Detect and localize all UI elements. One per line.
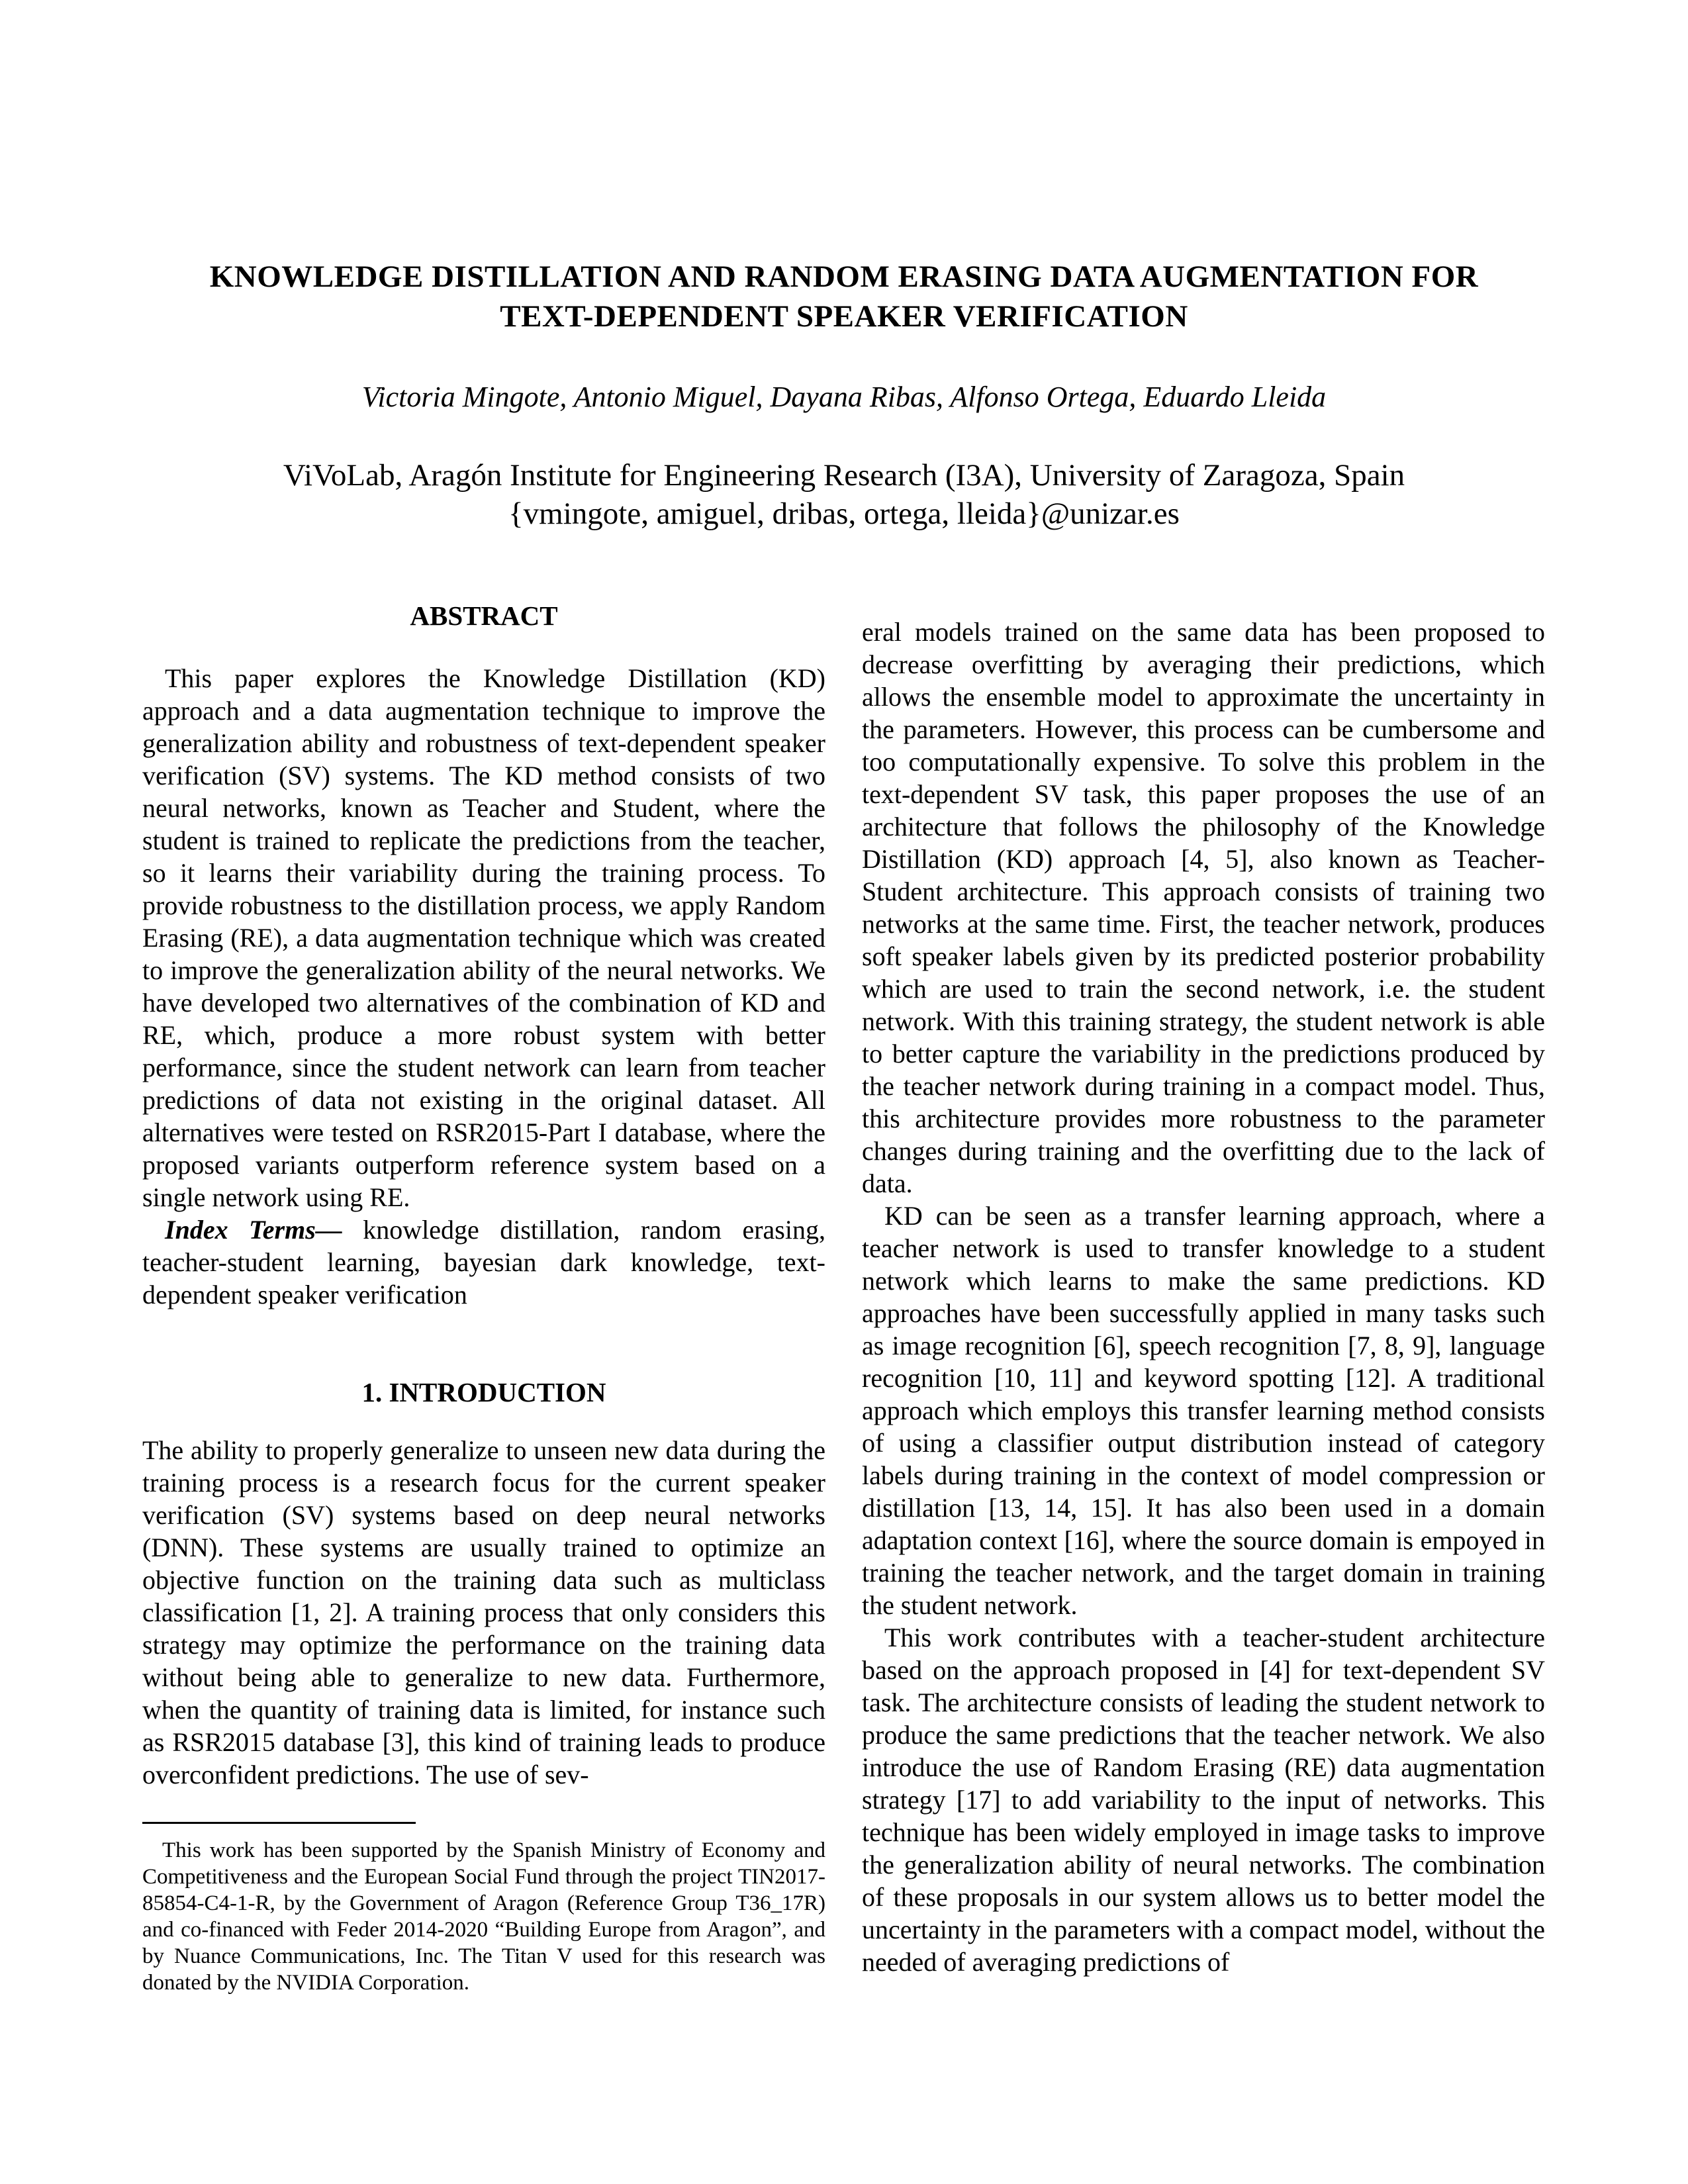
footnote [142, 1822, 825, 1996]
authors-line: Victoria Mingote, Antonio Miguel, Dayana Ribas, Alfonso Ortega, Eduardo Lleida [361, 381, 1327, 413]
affiliation-block [0, 456, 1688, 533]
right-column-paragraph-3: This work contributes with a teacher-student architecture based on the approach proposed in [4] for text-dependent SV task. The architecture consists of leading the student network to produce the same predictions that the teacher network. We also introduce the use of Random Erasing (RE) data augmentation strategy [17] to add variability to the input of networks. This technique has been widely employed in image tasks to improve the generalization ability of neural networks. The combination of these proposals in our system allows us to better model the uncertainty in the parameters with a compact model, without the needed of averaging predictions of [862, 1623, 1545, 1977]
footnote-text: This work has been supported by the Spanish Ministry of Economy and Competitiveness and the European Social Fund through the project TIN2017-85854-C4-1-R, by the Government of Aragon (Reference Group T36_17R) and co-financed with Feder 2014-2020 “Building Europe from Aragon”, and by Nuance Communications, Inc. The Titan V used for this research was donated by the NVIDIA Corporation. [142, 1838, 825, 1995]
paper-header [0, 257, 1688, 533]
abstract-paragraph: This paper explores the Knowledge Distillation (KD) approach and a data augmentation technique to improve the generalization ability and robustness of text-dependent speaker verification (SV) systems. The KD method consists of two neural networks, known as Teacher and Student, where the student is trained to replicate the predictions from the teacher, so it learns their variability during the training process. To provide robustness to the distillation process, we apply Random Erasing (RE), a data augmentation technique which was created to improve the generalization ability of the neural networks. We have developed two alternatives of the combination of KD and RE, which, produce a more robust system with better performance, since the student network can learn from teacher predictions of data not existing in the original dataset. All alternatives were tested on RSR2015-Part I database, where the proposed variants outperform reference system based on a single network using RE. [142, 663, 825, 1212]
abstract-heading: ABSTRACT [410, 600, 558, 631]
left-column [142, 599, 825, 1791]
introduction-paragraph: The ability to properly generalize to unseen new data during the training process is a research focus for the current speaker verification (SV) systems based on deep neural networks (DNN). These systems are usually trained to optimize an objective function on the training data such as multiclass classification [1, 2]. A training process that only considers this strategy may optimize the performance on the training data without being able to generalize to new data. Furthermore, when the quantity of training data is limited, for instance such as RSR2015 database [3], this kind of training leads to produce overconfident predictions. The use of sev- [142, 1435, 825, 1789]
right-column [862, 599, 1545, 1978]
right-column-paragraph-2: KD can be seen as a transfer learning approach, where a teacher network is used to transfer knowledge to a student network which learns to make the same predictions. KD approaches have been successfully applied in many tasks such as image recognition [6], speech recognition [7, 8, 9], language recognition [10, 11] and keyword spotting [12]. A traditional approach which employs this transfer learning method consists of using a classifier output distribution instead of category labels during training in the context of model compression or distillation [13, 14, 15]. It has also been used in a domain adaptation context [16], where the source domain is empoyed in training the teacher network, and the target domain in training the student network. [862, 1201, 1545, 1620]
index-terms-label: Index Terms— [165, 1215, 342, 1245]
email-line: {vmingote, amiguel, dribas, ortega, lleida}@unizar.es [508, 497, 1180, 531]
footnote-rule [142, 1822, 416, 1824]
index-terms-text: knowledge distillation, random erasing, teacher-student learning, bayesian dark knowledge, text-dependent speaker verification [142, 1215, 825, 1309]
index-terms-paragraph [142, 1213, 825, 1311]
paper-title [0, 257, 1688, 336]
paper-title-line-1: KNOWLEDGE DISTILLATION AND RANDOM ERASING DATA AUGMENTATION FOR [209, 260, 1479, 294]
right-column-paragraph-1: eral models trained on the same data has been proposed to decrease overfitting by averaging their predictions, which allows the ensemble model to approximate the uncertainty in the parameters. However, this process can be cumbersome and too computationally expensive. To solve this problem in the text-dependent SV task, this paper proposes the use of an architecture that follows the philosophy of the Knowledge Distillation (KD) approach [4, 5], also known as Teacher-Student architecture. This approach consists of training two networks at the same time. First, the teacher network, produces soft speaker labels given by its predicted posterior probability which are used to train the second network, i.e. the student network. With this training strategy, the student network is able to better capture the variability in the predictions produced by the teacher network during training in a compact model. Thus, this architecture provides more robustness to the parameter changes during training and the overfitting due to the lack of data. [862, 617, 1545, 1198]
introduction-heading: 1. INTRODUCTION [361, 1377, 606, 1407]
paper-title-line-2: TEXT-DEPENDENT SPEAKER VERIFICATION [500, 299, 1188, 334]
affiliation-line: ViVoLab, Aragón Institute for Engineering Research (I3A), University of Zaragoza, Spain [283, 458, 1405, 493]
